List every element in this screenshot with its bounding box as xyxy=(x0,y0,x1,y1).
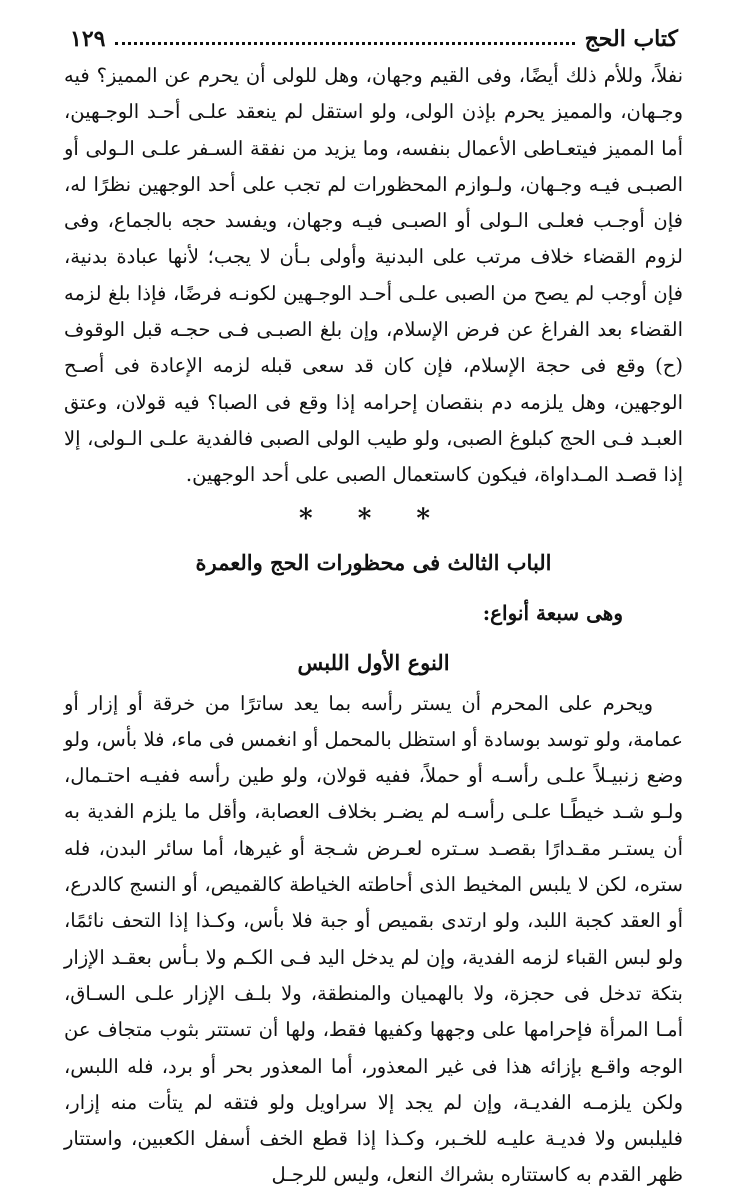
running-header xyxy=(70,22,678,52)
page-number: ١٢٩ xyxy=(70,26,106,52)
paragraph-1: نفلاً، وللأم ذلك أيضًا، وفى القيم وجهان، وهل للولى أن يحرم عن المميز؟ فيه وجـهان، والمميز يحرم بإذن الولى، ولو استقل لم ينعقد علـى أحـد الوجـهين، أما المميز فيتعـاطى الأعمال بنفسه، وما يزيد من نفقة السـفر علـى الـولى أو الصبـى فيـه وجـهان، ولـوازم المحظورات لم تجب على أحد الوجهين نظرًا له، فإن أوجـب فعلـى الـولى أو الصبـى فيـه وجهان، ويفسد حجه بالجماع، وفى لزوم القضاء خلاف مرتب على البدنية وأولى بـأن لا يجب؛ لأنها عبادة بدنية، فإن أوجب لم يصح من الصبى علـى أحـد الوجـهين لكونـه فرضًا، فإذا بلغ لزمه القضاء بعد الفراغ عن فرض الإسلام، وإن بلغ الصبـى فـى حجـه قبل الوقوف (ح) وقع فى حجة الإسلام، فإن كان قد سعى قبله لزمه الإعادة فى أصـح الوجهين، وهل يلزمه دم بنقصان إحرامه إذا وقع فى الصبا؟ فيه قولان، وعتق العبـد فـى الحج كبلوغ الصبى، ولو طيب الولى الصبى فالفدية علـى الـولى، إلا إذا قصـد المـداواة، فيكون كاستعمال الصبى على أحد الوجهين. xyxy=(64,64,683,487)
chapter-heading: الباب الثالث فى محظورات الحج والعمرة xyxy=(195,549,552,575)
header-dot-leader xyxy=(115,40,574,45)
section-separator: * * * xyxy=(299,503,448,534)
paragraph-2: ويحرم على المحرم أن يستر رأسه بما يعد ساترًا من خرقة أو إزار أو عمامة، ولو توسد بوسادة أو استظل بالمحمل أو انغمس فى ماء، فلا بأس، ولو وضع زنبيـلاً علـى رأسـه أو حملاً، ففيه قولان، ولو طين رأسه ففيـه احتـمال، ولـو شـد خيطًـا علـى رأسـه لم يضـر بخلاف العصابة، وأقل ما يلزم الفدية به أن يستـر مقـدارًا بقصـد سـتره لعـرض شـجة أو غيرها، أما سائر البدن، فله ستره، لكن لا يلبس المخيط الذى أحاطته الخياطة كالقميص، أو النسج كالدرع، أو العقد كجبة اللبد، ولو ارتدى بقميص أو جبة فلا بأس، وكـذا إذا التحف نائمًا، ولو لبس القباء لزمه الفدية، وإن لم يدخل اليد فـى الكـم ولا بـأس بعقـد الإزار بتكة تدخل فى حجزة، ولا بالهميان والمنطقة، ولا بلـف الإزار علـى السـاق، أمـا المرأة فإحرامها على وجهها وكفيها فقط، ولها أن تستتر بثوب متجاف عن الوجه واقـع بإزائه هذا فى غير المعذور، أما المعذور بحر أو برد، فله اللبس، ولكن يلزمـه الفديـة، وإن لم يجد إلا سراويل ولو فتقه لم يتأت منه إزار، فليلبس ولا فديـة عليـه للخـبر، وكـذا إذا قطع الخف أسفل الكعبين، واستتار ظهر القدم به كاستتاره بشراك النعل، وليس للرجـل xyxy=(64,691,683,1187)
section-heading: النوع الأول اللبس xyxy=(297,649,450,675)
page-content xyxy=(64,58,683,1194)
running-title: كتاب الحج xyxy=(584,26,678,52)
intro-line: وهى سبعة أنواع: xyxy=(482,600,623,625)
